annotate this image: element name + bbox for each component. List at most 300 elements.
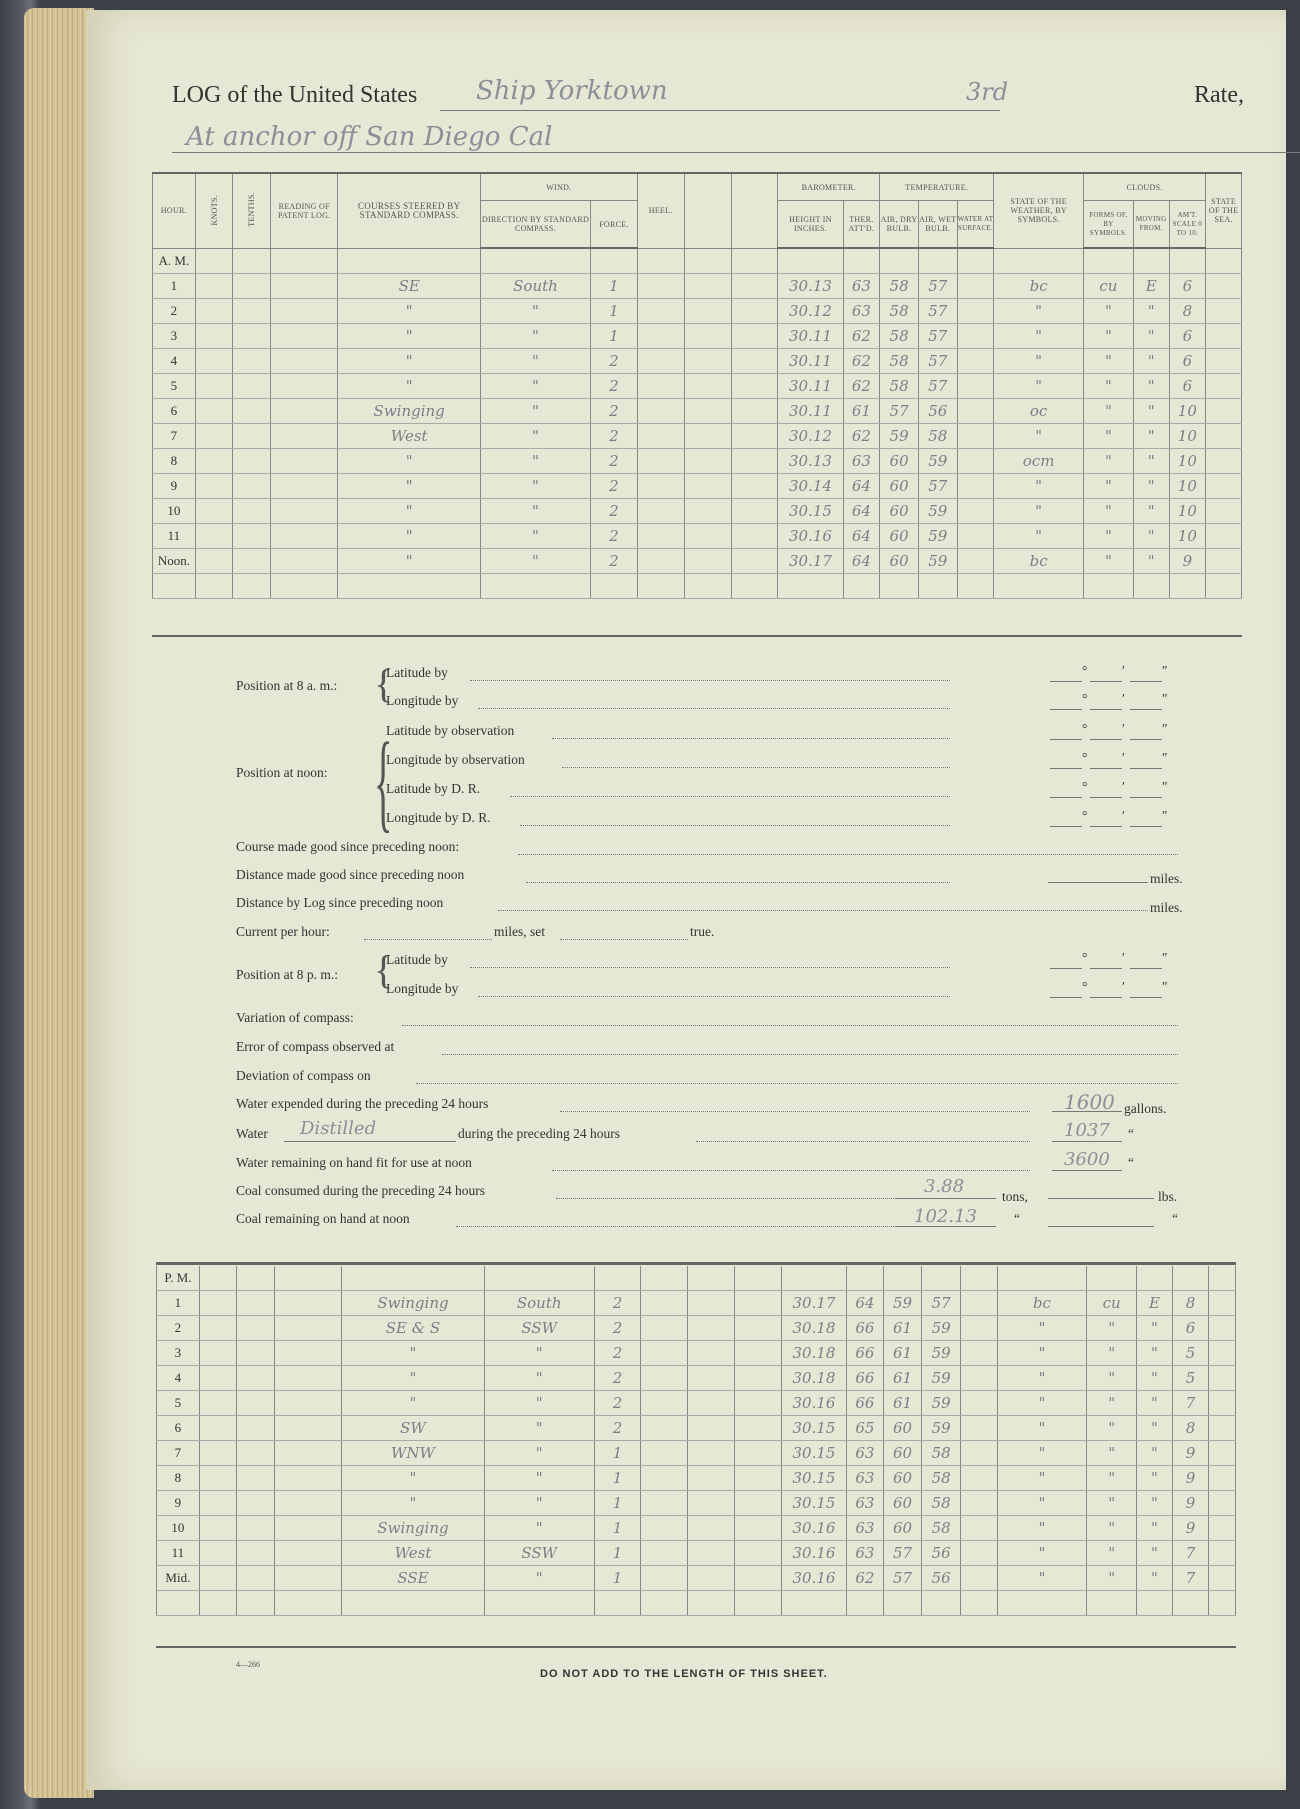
am-cell-cloud-forms: " xyxy=(1083,549,1133,574)
pos8am-lon-line xyxy=(478,708,950,709)
pm-cell-blank-a xyxy=(688,1516,735,1541)
pm-cell-baro-height: 30.16 xyxy=(781,1566,846,1591)
pm-cell-wind-force: 2 xyxy=(594,1341,641,1366)
am-cell-weather: " xyxy=(994,524,1084,549)
pm-cell-wind-direction: " xyxy=(484,1491,594,1516)
am-cell-water-surface xyxy=(957,424,994,449)
pm-label: P. M. xyxy=(157,1266,200,1291)
pm-cell-blank-a xyxy=(688,1466,735,1491)
am-cell-water-surface xyxy=(957,349,994,374)
am-row xyxy=(153,374,1242,399)
coal-lbs-line xyxy=(1048,1198,1154,1199)
am-cell-weather: " xyxy=(994,424,1084,449)
coord-min-line xyxy=(1090,709,1122,710)
pm-cell-blank-b xyxy=(735,1541,782,1566)
am-cell-blank-b xyxy=(731,474,778,499)
coord-deg-mark: ° xyxy=(1082,950,1088,965)
posnoon-label: Position at noon: xyxy=(236,765,328,780)
coord-sec-line xyxy=(1130,681,1162,682)
pos8am-brace: { xyxy=(374,661,394,706)
am-cell-blank-a xyxy=(684,524,731,549)
pm-cell-knots xyxy=(199,1291,237,1316)
pm-cell-sea xyxy=(1209,1516,1236,1541)
am-cell-sea xyxy=(1206,524,1242,549)
am-cell-blank-b xyxy=(731,299,778,324)
pm-cell-cloud-moving: " xyxy=(1137,1541,1173,1566)
dist-made-value-line xyxy=(1048,882,1148,883)
coord-min-line xyxy=(1090,768,1122,769)
pm-cell-cloud-moving: " xyxy=(1137,1491,1173,1516)
pm-cell-wind-force: 1 xyxy=(594,1566,641,1591)
col-baro-height: HEIGHT IN INCHES. xyxy=(778,201,843,249)
am-cell-baro-ther: 63 xyxy=(843,299,880,324)
pm-cell-patent-log xyxy=(275,1516,342,1541)
lat-dr-label: Latitude by D. R. xyxy=(386,781,481,796)
pm-cell-wind-direction: " xyxy=(484,1341,594,1366)
pm-cell-sea xyxy=(1209,1491,1236,1516)
pm-row xyxy=(157,1516,1236,1541)
pm-cell-blank-a xyxy=(688,1541,735,1566)
current-label: Current per hour: xyxy=(236,924,330,939)
pos8pm-lon-label: Longitude by xyxy=(386,981,459,996)
am-cell-water-surface xyxy=(957,524,994,549)
pm-cell-knots xyxy=(199,1391,237,1416)
pm-cell-hour: 10 xyxy=(157,1516,200,1541)
am-cell-heel xyxy=(637,424,684,449)
dist-log-label: Distance by Log since preceding noon xyxy=(236,895,444,910)
am-cell-water-surface xyxy=(957,299,994,324)
pm-cell-air-wet: 56 xyxy=(922,1566,961,1591)
am-cell-tenths xyxy=(233,399,271,424)
pm-cell-weather: " xyxy=(997,1366,1087,1391)
coord-sec-mark: ″ xyxy=(1162,663,1168,678)
am-cell-wind-direction: South xyxy=(480,274,590,299)
pos8am-lon-label: Longitude by xyxy=(386,693,459,708)
pm-cell-weather: " xyxy=(997,1341,1087,1366)
pm-cell-cloud-moving: " xyxy=(1137,1466,1173,1491)
pm-cell-wind-direction: South xyxy=(484,1291,594,1316)
pm-cell-tenths xyxy=(237,1341,275,1366)
pm-cell-baro-height: 30.15 xyxy=(781,1466,846,1491)
pm-cell-weather: " xyxy=(997,1516,1087,1541)
am-cell-sea xyxy=(1206,499,1242,524)
am-cell-wind-force: 2 xyxy=(591,349,638,374)
pm-cell-course: WNW xyxy=(342,1441,485,1466)
am-cell-cloud-forms: " xyxy=(1083,349,1133,374)
am-cell-sea xyxy=(1206,399,1242,424)
pm-cell-knots xyxy=(199,1466,237,1491)
course-made-line xyxy=(518,854,1178,855)
pm-cell-tenths xyxy=(237,1416,275,1441)
coord-min-mark: ′ xyxy=(1122,979,1125,994)
pm-cell-cloud-amount: 5 xyxy=(1172,1366,1209,1391)
lat-dr-line xyxy=(510,796,950,797)
col-cloud-moving: MOVING FROM. xyxy=(1133,201,1169,249)
am-cell-wind-direction: " xyxy=(480,449,590,474)
am-rows xyxy=(153,274,1242,574)
am-cell-weather: " xyxy=(994,499,1084,524)
am-cell-tenths xyxy=(233,524,271,549)
coord-min-line xyxy=(1090,797,1122,798)
pos8pm-lon-line xyxy=(478,996,950,997)
am-cell-cloud-moving: " xyxy=(1133,549,1169,574)
pm-cell-heel xyxy=(641,1366,688,1391)
pm-cell-heel xyxy=(641,1316,688,1341)
coord-deg-line xyxy=(1050,968,1082,969)
col-water-surface: WATER AT SURFACE. xyxy=(957,201,994,249)
coord-sec-line xyxy=(1130,997,1162,998)
pm-row xyxy=(157,1341,1236,1366)
pm-cell-water-surface xyxy=(961,1566,998,1591)
pm-cell-air-dry: 61 xyxy=(883,1341,922,1366)
pm-cell-baro-ther: 63 xyxy=(847,1466,884,1491)
pm-cell-tenths xyxy=(237,1566,275,1591)
log-page xyxy=(86,10,1286,1790)
am-row xyxy=(153,424,1242,449)
am-row xyxy=(153,299,1242,324)
pm-cell-baro-ther: 66 xyxy=(847,1391,884,1416)
pm-cell-air-wet: 59 xyxy=(922,1391,961,1416)
pm-cell-heel xyxy=(641,1566,688,1591)
am-cell-air-dry: 57 xyxy=(880,399,919,424)
col-weather: STATE OF THE WEATHER, BY SYMBOLS. xyxy=(994,173,1084,248)
pm-cell-knots xyxy=(199,1541,237,1566)
pm-cell-cloud-forms: " xyxy=(1087,1491,1137,1516)
pm-cell-air-dry: 60 xyxy=(883,1491,922,1516)
am-cell-air-dry: 60 xyxy=(880,549,919,574)
am-cell-cloud-amount: 6 xyxy=(1169,274,1206,299)
am-cell-knots xyxy=(195,449,233,474)
am-cell-water-surface xyxy=(957,499,994,524)
am-cell-water-surface xyxy=(957,374,994,399)
pm-cell-water-surface xyxy=(961,1291,998,1316)
pm-cell-blank-b xyxy=(735,1341,782,1366)
pm-cell-heel xyxy=(641,1491,688,1516)
water-distilled-value-line xyxy=(1052,1141,1122,1142)
am-cell-blank-a xyxy=(684,549,731,574)
am-cell-blank-b xyxy=(731,324,778,349)
coord-deg-mark: ° xyxy=(1082,691,1088,706)
pm-cell-baro-height: 30.16 xyxy=(781,1516,846,1541)
am-cell-sea xyxy=(1206,349,1242,374)
pm-cell-course: " xyxy=(342,1391,485,1416)
pm-cell-course: Swinging xyxy=(342,1291,485,1316)
am-cell-heel xyxy=(637,474,684,499)
pm-cell-patent-log xyxy=(275,1391,342,1416)
water-remain-value-line xyxy=(1052,1170,1122,1171)
am-cell-blank-a xyxy=(684,274,731,299)
pm-cell-baro-ther: 65 xyxy=(847,1416,884,1441)
am-cell-wind-force: 2 xyxy=(591,549,638,574)
am-cell-wind-force: 2 xyxy=(591,399,638,424)
am-cell-course: " xyxy=(338,549,481,574)
am-cell-sea xyxy=(1206,449,1242,474)
am-cell-weather: oc xyxy=(994,399,1084,424)
pm-row xyxy=(157,1291,1236,1316)
pm-cell-course: " xyxy=(342,1491,485,1516)
am-cell-cloud-moving: " xyxy=(1133,424,1169,449)
error-line xyxy=(442,1054,1178,1055)
pm-cell-baro-height: 30.16 xyxy=(781,1541,846,1566)
am-cell-baro-ther: 64 xyxy=(843,499,880,524)
am-cell-heel xyxy=(637,499,684,524)
pm-cell-baro-height: 30.18 xyxy=(781,1366,846,1391)
pm-cell-sea xyxy=(1209,1316,1236,1341)
pm-cell-knots xyxy=(199,1366,237,1391)
pm-cell-air-dry: 61 xyxy=(883,1316,922,1341)
am-row xyxy=(153,274,1242,299)
coord-min-line xyxy=(1090,826,1122,827)
am-cell-cloud-forms: " xyxy=(1083,374,1133,399)
am-cell-sea xyxy=(1206,299,1242,324)
coord-deg-line xyxy=(1050,739,1082,740)
am-cell-weather: bc xyxy=(994,549,1084,574)
course-made-label: Course made good since preceding noon: xyxy=(236,839,460,854)
pm-cell-cloud-moving: " xyxy=(1137,1416,1173,1441)
am-cell-tenths xyxy=(233,474,271,499)
am-cell-blank-a xyxy=(684,374,731,399)
location-handwritten: At anchor off San Diego Cal xyxy=(186,122,553,152)
pm-cell-weather: " xyxy=(997,1441,1087,1466)
am-cell-air-wet: 59 xyxy=(918,524,957,549)
pm-cell-cloud-forms: " xyxy=(1087,1541,1137,1566)
am-cell-heel xyxy=(637,299,684,324)
am-cell-baro-height: 30.11 xyxy=(778,324,843,349)
coord-deg-line xyxy=(1050,797,1082,798)
pm-cell-water-surface xyxy=(961,1391,998,1416)
am-cell-cloud-forms: " xyxy=(1083,449,1133,474)
am-row xyxy=(153,524,1242,549)
pos8am-lat-line xyxy=(470,680,950,681)
lon-dr-line xyxy=(520,825,950,826)
rate-handwritten: 3rd xyxy=(966,78,1009,106)
col-cloud-forms: FORMS OF, BY SYMBOLS. xyxy=(1083,201,1133,249)
pm-cell-weather: " xyxy=(997,1566,1087,1591)
pm-cell-baro-ther: 63 xyxy=(847,1491,884,1516)
am-cell-heel xyxy=(637,449,684,474)
am-cell-baro-height: 30.14 xyxy=(778,474,843,499)
col-air-dry: AIR, DRY BULB. xyxy=(880,201,919,249)
am-cell-cloud-amount: 10 xyxy=(1169,399,1206,424)
am-table-bottom-rule xyxy=(152,635,1242,637)
pm-cell-wind-direction: " xyxy=(484,1416,594,1441)
am-cell-air-dry: 58 xyxy=(880,274,919,299)
pm-cell-sea xyxy=(1209,1541,1236,1566)
am-cell-air-dry: 58 xyxy=(880,299,919,324)
am-cell-cloud-moving: " xyxy=(1133,449,1169,474)
am-cell-wind-force: 1 xyxy=(591,324,638,349)
pm-cell-air-dry: 57 xyxy=(883,1541,922,1566)
coord-deg-line xyxy=(1050,709,1082,710)
am-cell-heel xyxy=(637,399,684,424)
pm-cell-water-surface xyxy=(961,1416,998,1441)
am-cell-cloud-moving: " xyxy=(1133,399,1169,424)
coord-sec-mark: ″ xyxy=(1162,779,1168,794)
am-cell-wind-direction: " xyxy=(480,374,590,399)
pm-cell-water-surface xyxy=(961,1316,998,1341)
am-row xyxy=(153,474,1242,499)
am-cell-cloud-forms: cu xyxy=(1083,274,1133,299)
am-cell-blank-a xyxy=(684,424,731,449)
am-cell-knots xyxy=(195,349,233,374)
am-cell-baro-height: 30.11 xyxy=(778,399,843,424)
coord-deg-line xyxy=(1050,826,1082,827)
pos8pm-lat-line xyxy=(470,967,950,968)
pm-cell-weather: " xyxy=(997,1416,1087,1441)
pm-cell-blank-b xyxy=(735,1366,782,1391)
pm-cell-hour: 8 xyxy=(157,1466,200,1491)
pm-cell-sea xyxy=(1209,1341,1236,1366)
pm-cell-cloud-moving: " xyxy=(1137,1366,1173,1391)
pm-cell-air-wet: 59 xyxy=(922,1341,961,1366)
am-cell-air-wet: 57 xyxy=(918,299,957,324)
pm-cell-cloud-amount: 9 xyxy=(1172,1466,1209,1491)
pm-cell-sea xyxy=(1209,1391,1236,1416)
dist-made-label: Distance made good since preceding noon xyxy=(236,867,465,882)
pm-cell-tenths xyxy=(237,1491,275,1516)
am-cell-hour: 11 xyxy=(153,524,196,549)
deviation-label: Deviation of compass on xyxy=(236,1068,371,1083)
water-remain-ditto: “ xyxy=(1128,1155,1134,1170)
pm-cell-baro-ther: 62 xyxy=(847,1566,884,1591)
water-expended-value: 1600 xyxy=(1064,1090,1115,1114)
am-cell-hour: 4 xyxy=(153,349,196,374)
pm-cell-hour: 4 xyxy=(157,1366,200,1391)
am-cell-cloud-amount: 10 xyxy=(1169,424,1206,449)
coord-sec-line xyxy=(1130,797,1162,798)
am-cell-baro-ther: 64 xyxy=(843,524,880,549)
am-cell-wind-force: 2 xyxy=(591,449,638,474)
pm-cell-course: " xyxy=(342,1366,485,1391)
am-cell-water-surface xyxy=(957,549,994,574)
pm-row xyxy=(157,1466,1236,1491)
water-kind-handwritten: Distilled xyxy=(300,1118,377,1139)
pm-cell-blank-a xyxy=(688,1416,735,1441)
am-cell-cloud-amount: 8 xyxy=(1169,299,1206,324)
pm-cell-sea xyxy=(1209,1366,1236,1391)
log-title: LOG of the United States xyxy=(172,82,418,108)
am-cell-weather: bc xyxy=(994,274,1084,299)
pm-cell-air-wet: 58 xyxy=(922,1516,961,1541)
coord-deg-mark: ° xyxy=(1082,721,1088,736)
pm-cell-wind-force: 2 xyxy=(594,1391,641,1416)
pm-cell-course: SE & S xyxy=(342,1316,485,1341)
deviation-line xyxy=(416,1083,1178,1084)
pm-cell-wind-direction: " xyxy=(484,1516,594,1541)
water-distilled-ditto: “ xyxy=(1128,1126,1134,1141)
am-cell-patent-log xyxy=(271,449,338,474)
coord-sec-mark: ″ xyxy=(1162,808,1168,823)
pm-cell-air-dry: 61 xyxy=(883,1391,922,1416)
am-cell-patent-log xyxy=(271,474,338,499)
pm-cell-tenths xyxy=(237,1316,275,1341)
coal-remain-lbs-line xyxy=(1048,1226,1154,1227)
coord-min-line xyxy=(1090,997,1122,998)
am-cell-blank-b xyxy=(731,399,778,424)
col-blank-b xyxy=(731,173,778,248)
lon-obs-label: Longitude by observation xyxy=(386,752,525,767)
am-cell-tenths xyxy=(233,424,271,449)
am-cell-baro-ther: 62 xyxy=(843,349,880,374)
am-cell-course: Swinging xyxy=(338,399,481,424)
pm-cell-heel xyxy=(641,1466,688,1491)
pm-cell-cloud-forms: cu xyxy=(1087,1291,1137,1316)
pm-cell-air-dry: 61 xyxy=(883,1366,922,1391)
am-cell-course: " xyxy=(338,474,481,499)
am-cell-knots xyxy=(195,524,233,549)
am-label: A. M. xyxy=(153,248,196,274)
pm-cell-air-dry: 57 xyxy=(883,1566,922,1591)
am-cell-hour: 8 xyxy=(153,449,196,474)
am-cell-blank-b xyxy=(731,424,778,449)
am-cell-air-dry: 60 xyxy=(880,524,919,549)
am-cell-knots xyxy=(195,399,233,424)
pm-cell-knots xyxy=(199,1516,237,1541)
pm-cell-hour: 5 xyxy=(157,1391,200,1416)
am-cell-baro-height: 30.11 xyxy=(778,374,843,399)
am-cell-cloud-amount: 10 xyxy=(1169,524,1206,549)
pm-cell-cloud-forms: " xyxy=(1087,1341,1137,1366)
am-cell-water-surface xyxy=(957,324,994,349)
am-cell-cloud-moving: " xyxy=(1133,374,1169,399)
col-barometer: BAROMETER. xyxy=(778,173,880,201)
pm-cell-patent-log xyxy=(275,1341,342,1366)
am-cell-course: " xyxy=(338,499,481,524)
am-cell-sea xyxy=(1206,424,1242,449)
am-cell-air-wet: 57 xyxy=(918,324,957,349)
am-cell-wind-force: 1 xyxy=(591,299,638,324)
pm-cell-patent-log xyxy=(275,1441,342,1466)
am-cell-wind-direction: " xyxy=(480,299,590,324)
pm-row xyxy=(157,1491,1236,1516)
lat-obs-line xyxy=(552,738,950,739)
pm-cell-hour: 3 xyxy=(157,1341,200,1366)
pm-cell-course: West xyxy=(342,1541,485,1566)
pm-cell-cloud-amount: 9 xyxy=(1172,1441,1209,1466)
pm-cell-heel xyxy=(641,1391,688,1416)
am-cell-hour: 9 xyxy=(153,474,196,499)
am-cell-water-surface xyxy=(957,474,994,499)
pm-cell-water-surface xyxy=(961,1466,998,1491)
coal-remain-line xyxy=(456,1226,896,1227)
am-cell-air-dry: 58 xyxy=(880,349,919,374)
pm-cell-course: SW xyxy=(342,1416,485,1441)
am-row xyxy=(153,549,1242,574)
coal-remain-ditto: “ xyxy=(1014,1211,1020,1226)
pm-cell-baro-height: 30.18 xyxy=(781,1341,846,1366)
am-cell-blank-b xyxy=(731,274,778,299)
am-cell-cloud-moving: " xyxy=(1133,524,1169,549)
coord-sec-line xyxy=(1130,709,1162,710)
am-cell-knots xyxy=(195,499,233,524)
pm-cell-wind-direction: " xyxy=(484,1566,594,1591)
pm-cell-cloud-moving: " xyxy=(1137,1316,1173,1341)
water-label: Water xyxy=(236,1126,268,1141)
am-cell-cloud-amount: 6 xyxy=(1169,349,1206,374)
pm-cell-patent-log xyxy=(275,1566,342,1591)
col-blank-a xyxy=(684,173,731,248)
pm-cell-patent-log xyxy=(275,1291,342,1316)
am-cell-baro-ther: 62 xyxy=(843,324,880,349)
pos8pm-label: Position at 8 p. m.: xyxy=(236,967,339,982)
pm-row xyxy=(157,1541,1236,1566)
coord-sec-line xyxy=(1130,739,1162,740)
pm-cell-hour: 7 xyxy=(157,1441,200,1466)
water-remain-value: 3600 xyxy=(1064,1149,1110,1170)
am-cell-wind-force: 1 xyxy=(591,274,638,299)
lon-obs-line xyxy=(562,767,950,768)
pm-cell-cloud-forms: " xyxy=(1087,1391,1137,1416)
